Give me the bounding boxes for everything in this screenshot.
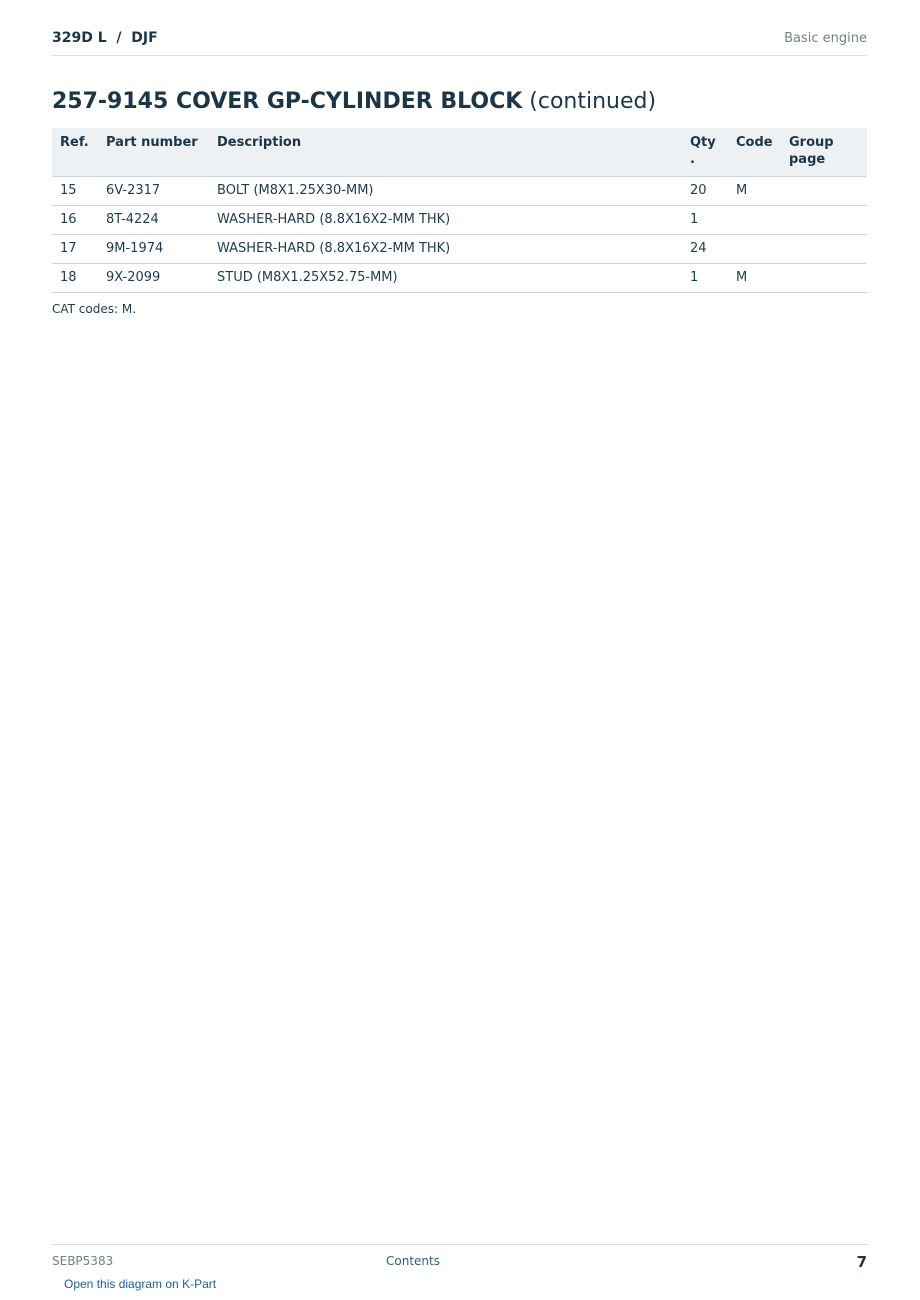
cell-part-number: 9M-1974 [98, 235, 209, 264]
table-header-row [52, 128, 867, 177]
page-title [52, 89, 656, 114]
cell-description: BOLT (M8X1.25X30-MM) [209, 177, 682, 206]
cell-qty: 1 [682, 206, 728, 235]
contents-link[interactable]: Contents [386, 1254, 440, 1268]
col-qty: Qty . [682, 128, 728, 177]
cell-group-page [781, 177, 867, 206]
cell-qty: 1 [682, 264, 728, 293]
cell-description: WASHER-HARD (8.8X16X2-MM THK) [209, 235, 682, 264]
title-suffix: (continued) [529, 89, 657, 114]
col-ref: Ref. [52, 128, 98, 177]
title-main: 257-9145 COVER GP-CYLINDER BLOCK [52, 89, 523, 114]
parts-table [52, 128, 867, 293]
cell-description: STUD (M8X1.25X52.75-MM) [209, 264, 682, 293]
page-footer [52, 1244, 867, 1275]
cell-code [728, 235, 781, 264]
cell-part-number: 8T-4224 [98, 206, 209, 235]
cell-description: WASHER-HARD (8.8X16X2-MM THK) [209, 206, 682, 235]
table-row [52, 206, 867, 235]
cell-ref: 18 [52, 264, 98, 293]
cell-group-page [781, 206, 867, 235]
cell-group-page [781, 264, 867, 293]
col-code: Code [728, 128, 781, 177]
cell-ref: 16 [52, 206, 98, 235]
cell-ref: 17 [52, 235, 98, 264]
col-part-number: Part number [98, 128, 209, 177]
cell-code: M [728, 264, 781, 293]
cell-part-number: 6V-2317 [98, 177, 209, 206]
cell-ref: 15 [52, 177, 98, 206]
cell-code [728, 206, 781, 235]
cell-group-page [781, 235, 867, 264]
table-row [52, 264, 867, 293]
cell-code: M [728, 177, 781, 206]
model-label: 329D L / DJF [52, 30, 158, 46]
cat-codes-note: CAT codes: M. [52, 302, 137, 316]
section-label: Basic engine [784, 31, 867, 46]
cell-qty: 24 [682, 235, 728, 264]
page-number: 7 [856, 1253, 867, 1271]
document-id: SEBP5383 [52, 1254, 114, 1268]
kpart-diagram-link[interactable]: Open this diagram on K-Part [64, 1277, 217, 1291]
page-header [52, 28, 867, 56]
col-group-page: Group page [781, 128, 867, 177]
table-row [52, 235, 867, 264]
table-row [52, 177, 867, 206]
col-description: Description [209, 128, 682, 177]
cell-qty: 20 [682, 177, 728, 206]
cell-part-number: 9X-2099 [98, 264, 209, 293]
